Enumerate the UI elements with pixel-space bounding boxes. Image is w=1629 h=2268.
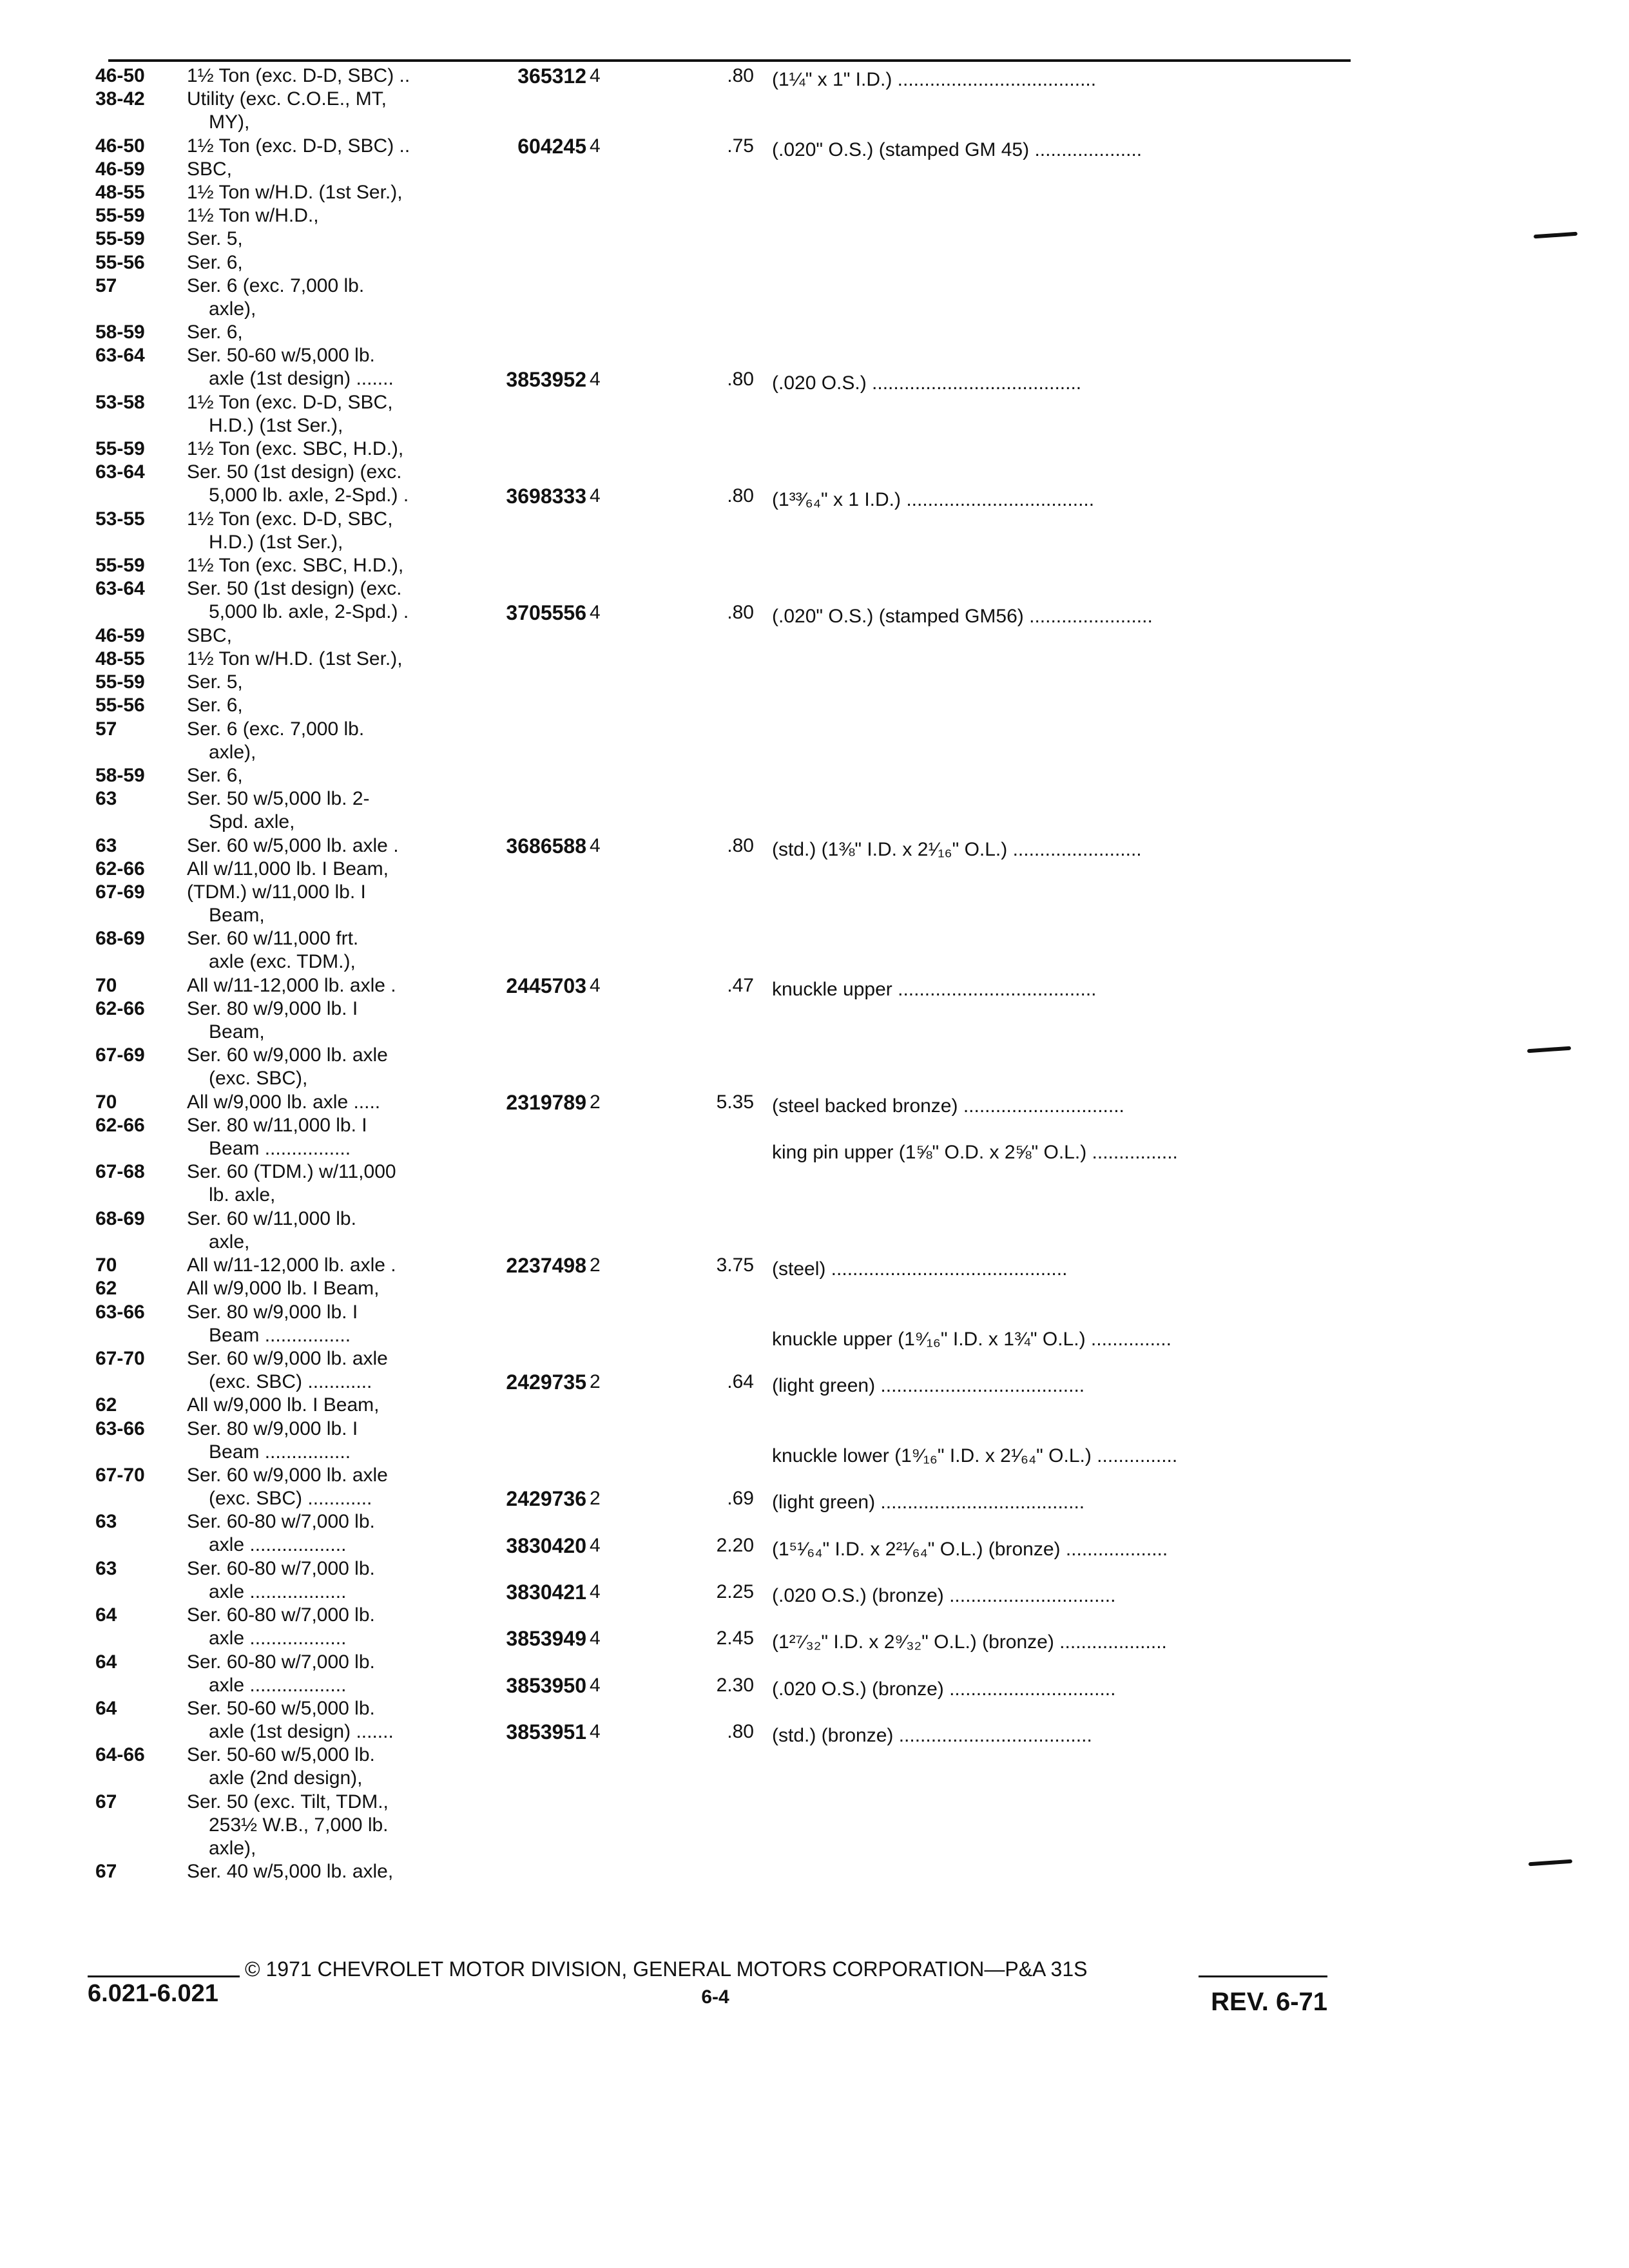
model-years: 46-59 (95, 158, 145, 180)
part-description: (.020 O.S.) (bronze) ............................... (772, 1678, 1116, 1700)
part-number: 3698333 (506, 484, 586, 508)
application-line: Ser. 6 (exc. 7,000 lb. (187, 274, 365, 296)
application-line: Ser. 60-80 w/7,000 lb. (187, 1651, 375, 1673)
model-years: 67-69 (95, 1044, 145, 1066)
application-line: (exc. SBC) ............ (209, 1371, 372, 1392)
application-line: 1½ Ton (exc. D-D, SBC, (187, 391, 393, 413)
application-line: Utility (exc. C.O.E., MT, (187, 88, 387, 110)
application (187, 1301, 458, 1347)
model-years: 70 (95, 974, 117, 996)
application-line: axle), (209, 741, 256, 763)
application-line: Ser. 6, (187, 695, 243, 716)
application-line: axle .................. (209, 1674, 347, 1696)
part-description: (.020" O.S.) (stamped GM56) ....................... (772, 605, 1153, 627)
application-line: Ser. 6, (187, 765, 243, 786)
list-price: .80 (727, 485, 754, 506)
application (187, 718, 458, 764)
application (187, 624, 458, 648)
application (187, 1207, 458, 1254)
application-line: Beam ................ (209, 1441, 351, 1463)
model-years: 55-59 (95, 671, 145, 693)
application (187, 997, 458, 1044)
application (187, 1347, 458, 1394)
model-years: 55-59 (95, 555, 145, 577)
model-years: 63-64 (95, 578, 145, 600)
application (187, 974, 458, 997)
part-number: 3853950 (506, 1673, 586, 1697)
application (187, 158, 458, 181)
application-line: Ser. 60-80 w/7,000 lb. (187, 1604, 375, 1626)
model-years: 63-66 (95, 1301, 145, 1323)
application (187, 554, 458, 577)
model-years: 64 (95, 1698, 117, 1719)
part-number: 3830421 (506, 1580, 586, 1604)
application (187, 1860, 458, 1883)
model-years: 68-69 (95, 928, 145, 950)
application (187, 648, 458, 671)
application-line: 1½ Ton (exc. SBC, H.D.), (187, 555, 404, 577)
model-years: 67 (95, 1861, 117, 1883)
application (187, 1557, 458, 1604)
application (187, 787, 458, 834)
model-years: 63 (95, 788, 117, 810)
application-line: axle, (209, 1231, 250, 1253)
part-description: (std.) (bronze) .................................... (772, 1725, 1092, 1747)
footer-rule (1199, 1975, 1327, 1977)
part-number: 3830420 (506, 1533, 586, 1557)
quantity: 2 (590, 1091, 601, 1113)
application-line: Beam, (209, 905, 265, 926)
application (187, 858, 458, 881)
application-line: axle .................. (209, 1534, 347, 1556)
model-years: 48-55 (95, 648, 145, 669)
part-number: 2445703 (506, 974, 586, 997)
model-years: 67 (95, 1791, 117, 1812)
application-line: axle (exc. TDM.), (209, 951, 356, 973)
part-description: (light green) ...................................... (772, 1375, 1085, 1397)
application-line: (exc. SBC) ............ (209, 1488, 372, 1509)
application-line: Ser. 80 w/9,000 lb. I (187, 1418, 358, 1439)
part-number: 2429735 (506, 1370, 586, 1394)
page-number: 6-4 (701, 1986, 729, 2008)
model-years: 57 (95, 718, 117, 740)
application (187, 391, 458, 437)
model-years: 70 (95, 1254, 117, 1276)
application-line: axle), (209, 298, 256, 320)
model-years: 62-66 (95, 858, 145, 879)
application (187, 181, 458, 204)
application (187, 227, 458, 251)
application (187, 1114, 458, 1160)
application-line: Ser. 80 w/11,000 lb. I (187, 1115, 367, 1136)
quantity: 4 (590, 1581, 601, 1602)
application-line: Ser. 50 (1st design) (exc. (187, 461, 402, 483)
part-heading: king pin upper (1⅝" O.D. x 2⅝" O.L.) ................ (772, 1142, 1178, 1164)
model-years: 62-66 (95, 998, 145, 1019)
application-line: Ser. 50 w/5,000 lb. 2- (187, 788, 370, 810)
section-number: 6.021-6.021 (88, 1980, 218, 2007)
application-line: SBC, (187, 158, 233, 180)
application (187, 1277, 458, 1300)
application-line: Ser. 50 (exc. Tilt, TDM., (187, 1791, 389, 1812)
model-years: 64-66 (95, 1744, 145, 1766)
model-years: 67-70 (95, 1348, 145, 1369)
application-line: H.D.) (1st Ser.), (209, 414, 343, 436)
part-description: (.020 O.S.) ....................................... (772, 372, 1082, 394)
application (187, 1394, 458, 1417)
model-years: 63 (95, 834, 117, 856)
application-line: 1½ Ton (exc. SBC, H.D.), (187, 438, 404, 460)
application-line: (exc. SBC), (209, 1068, 308, 1090)
model-years: 64 (95, 1651, 117, 1673)
application-line: Ser. 60 w/9,000 lb. axle (187, 1348, 388, 1369)
model-years: 63 (95, 1557, 117, 1579)
application (187, 437, 458, 461)
list-price: 5.35 (716, 1091, 754, 1113)
application-line: axle), (209, 1837, 256, 1859)
part-number: 3853952 (506, 367, 586, 391)
application-line: 1½ Ton w/H.D., (187, 205, 319, 227)
application-line: 1½ Ton (exc. D-D, SBC, (187, 508, 393, 530)
application-line: Ser. 6, (187, 251, 243, 273)
application (187, 88, 458, 134)
application-line: Ser. 5, (187, 228, 243, 250)
application (187, 577, 458, 624)
list-price: .69 (727, 1488, 754, 1510)
model-years: 62-66 (95, 1115, 145, 1136)
model-years: 55-59 (95, 205, 145, 227)
model-years: 53-55 (95, 508, 145, 530)
application (187, 251, 458, 274)
application (187, 881, 458, 927)
part-number: 3705556 (506, 601, 586, 624)
model-years: 55-56 (95, 251, 145, 273)
application-line: Ser. 60 w/11,000 lb. (187, 1207, 356, 1229)
model-years: 48-55 (95, 182, 145, 203)
application-line: Ser. 80 w/9,000 lb. I (187, 998, 358, 1019)
part-heading: knuckle lower (1⁹⁄₁₆" I.D. x 2¹⁄₆₄" O.L.) ............... (772, 1445, 1178, 1466)
quantity: 4 (590, 368, 601, 390)
application (187, 1254, 458, 1277)
application-line: All w/11,000 lb. I Beam, (187, 858, 389, 879)
part-number: 2429736 (506, 1487, 586, 1511)
application-line: All w/9,000 lb. I Beam, (187, 1278, 380, 1300)
application-line: All w/9,000 lb. I Beam, (187, 1394, 380, 1416)
part-description: knuckle upper ..................................... (772, 978, 1097, 1000)
model-years: 63-66 (95, 1418, 145, 1439)
application (187, 694, 458, 717)
application-line: H.D.) (1st Ser.), (209, 531, 343, 553)
part-description: (.020 O.S.) (bronze) ............................... (772, 1584, 1116, 1606)
quantity: 2 (590, 1488, 601, 1510)
list-price: 2.45 (716, 1628, 754, 1649)
quantity: 4 (590, 485, 601, 506)
application (187, 671, 458, 694)
copyright-notice: © 1971 CHEVROLET MOTOR DIVISION, GENERAL MOTORS CORPORATION—P&A 31S (245, 1957, 1088, 1981)
application (187, 1651, 458, 1697)
model-years: 46-59 (95, 624, 145, 646)
application (187, 1418, 458, 1464)
application-line: Ser. 60 w/9,000 lb. axle (187, 1465, 388, 1486)
part-number: 2319789 (506, 1090, 586, 1114)
application-line: axle (1st design) ....... (209, 1721, 394, 1742)
quantity: 4 (590, 974, 601, 996)
list-price: 2.25 (716, 1581, 754, 1602)
application-line: SBC, (187, 624, 233, 646)
application-line: axle .................. (209, 1581, 347, 1602)
quantity: 4 (590, 1628, 601, 1649)
application (187, 927, 458, 974)
application-line: Ser. 60-80 w/7,000 lb. (187, 1557, 375, 1579)
quantity: 2 (590, 1254, 601, 1276)
application-line: Ser. 60 w/11,000 frt. (187, 928, 359, 950)
application (187, 834, 458, 858)
part-description: (1¼" x 1" I.D.) ..................................... (772, 69, 1097, 90)
application-line: 5,000 lb. axle, 2-Spd.) . (209, 601, 409, 623)
part-description: (steel backed bronze) .............................. (772, 1095, 1124, 1117)
revision-label: REV. 6-71 (1211, 1988, 1327, 2016)
model-years: 63 (95, 1511, 117, 1533)
model-years: 46-50 (95, 65, 145, 86)
model-years: 57 (95, 274, 117, 296)
application-line: All w/9,000 lb. axle ..... (187, 1091, 381, 1113)
application-line: Spd. axle, (209, 811, 295, 833)
part-number: 3686588 (506, 834, 586, 858)
model-years: 67-70 (95, 1465, 145, 1486)
footer-rule (88, 1975, 240, 1977)
part-description: (.020" O.S.) (stamped GM 45) .................... (772, 139, 1142, 160)
application (187, 274, 458, 321)
application-line: axle (1st design) ....... (209, 368, 394, 390)
application-line: Ser. 60 w/5,000 lb. axle . (187, 834, 399, 856)
quantity: 4 (590, 135, 601, 157)
model-years: 70 (95, 1091, 117, 1113)
application (187, 1160, 458, 1207)
application (187, 1744, 458, 1790)
model-years: 67-68 (95, 1161, 145, 1183)
model-years: 63-64 (95, 461, 145, 483)
application-line: 5,000 lb. axle, 2-Spd.) . (209, 485, 409, 506)
application (187, 64, 458, 88)
quantity: 2 (590, 1371, 601, 1393)
application (187, 461, 458, 507)
list-price: .80 (727, 65, 754, 86)
list-price: .80 (727, 368, 754, 390)
application-line: All w/11-12,000 lb. axle . (187, 974, 396, 996)
model-years: 62 (95, 1394, 117, 1416)
part-description: (1³³⁄₆₄" x 1 I.D.) ................................... (772, 488, 1095, 510)
application-line: 1½ Ton w/H.D. (1st Ser.), (187, 182, 403, 203)
application-line: Ser. 40 w/5,000 lb. axle, (187, 1861, 394, 1883)
list-price: .80 (727, 834, 754, 856)
part-number: 604245 (517, 134, 586, 158)
part-number: 3853951 (506, 1720, 586, 1744)
list-price: 2.30 (716, 1674, 754, 1696)
part-description: (light green) ...................................... (772, 1492, 1085, 1514)
quantity: 4 (590, 834, 601, 856)
application-line: 1½ Ton (exc. D-D, SBC) .. (187, 135, 410, 157)
application (187, 1604, 458, 1650)
part-number: 2237498 (506, 1254, 586, 1278)
list-price: .47 (727, 974, 754, 996)
model-years: 58-59 (95, 322, 145, 343)
model-years: 58-59 (95, 765, 145, 786)
application (187, 764, 458, 787)
application (187, 344, 458, 390)
application-line: Ser. 50 (1st design) (exc. (187, 578, 402, 600)
model-years: 68-69 (95, 1207, 145, 1229)
quantity: 4 (590, 65, 601, 86)
application-line: Ser. 5, (187, 671, 243, 693)
part-number: 365312 (517, 64, 586, 88)
application-line: Ser. 60 (TDM.) w/11,000 (187, 1161, 396, 1183)
application-line: Ser. 60-80 w/7,000 lb. (187, 1511, 375, 1533)
model-years: 38-42 (95, 88, 145, 110)
part-heading: knuckle upper (1⁹⁄₁₆" I.D. x 1¾" O.L.) ............... (772, 1328, 1171, 1350)
model-years: 55-59 (95, 438, 145, 460)
model-years: 46-50 (95, 135, 145, 157)
application (187, 1510, 458, 1557)
model-years: 62 (95, 1278, 117, 1300)
quantity: 4 (590, 601, 601, 623)
application-line: lb. axle, (209, 1184, 276, 1206)
quantity: 4 (590, 1534, 601, 1556)
list-price: 3.75 (716, 1254, 754, 1276)
model-years: 53-58 (95, 391, 145, 413)
part-description: (1²⁷⁄₃₂" I.D. x 2⁹⁄₃₂" O.L.) (bronze) .................... (772, 1631, 1167, 1653)
application (187, 1697, 458, 1744)
application-line: Ser. 60 w/9,000 lb. axle (187, 1044, 388, 1066)
list-price: .80 (727, 1721, 754, 1743)
application-line: Beam ................ (209, 1138, 351, 1159)
application-line: Ser. 6 (exc. 7,000 lb. (187, 718, 365, 740)
application-line: Ser. 50-60 w/5,000 lb. (187, 1698, 375, 1719)
application (187, 1044, 458, 1090)
part-number: 3853949 (506, 1627, 586, 1651)
model-years: 67-69 (95, 881, 145, 903)
application-line: 253½ W.B., 7,000 lb. (209, 1814, 389, 1836)
part-description: (steel) ............................................ (772, 1258, 1068, 1280)
application-line: All w/11-12,000 lb. axle . (187, 1254, 396, 1276)
application-line: Ser. 50-60 w/5,000 lb. (187, 345, 375, 367)
list-price: 2.20 (716, 1534, 754, 1556)
application-line: Ser. 50-60 w/5,000 lb. (187, 1744, 375, 1766)
model-years: 55-59 (95, 228, 145, 250)
application-line: Ser. 80 w/9,000 lb. I (187, 1301, 358, 1323)
part-description: (std.) (1⅜" I.D. x 2¹⁄₁₆" O.L.) ........................ (772, 838, 1142, 860)
application (187, 508, 458, 554)
application-line: axle .................. (209, 1628, 347, 1649)
application-line: MY), (209, 111, 250, 133)
quantity: 4 (590, 1674, 601, 1696)
list-price: .80 (727, 601, 754, 623)
application (187, 1464, 458, 1510)
application-line: Beam ................ (209, 1324, 351, 1346)
model-years: 63-64 (95, 345, 145, 367)
application-line: 1½ Ton w/H.D. (1st Ser.), (187, 648, 403, 669)
model-years: 64 (95, 1604, 117, 1626)
application (187, 204, 458, 227)
part-description: (1⁵¹⁄₆₄" I.D. x 2²¹⁄₆₄" O.L.) (bronze) ................... (772, 1538, 1168, 1560)
model-years: 55-56 (95, 695, 145, 716)
list-price: .75 (727, 135, 754, 157)
application-line: 1½ Ton (exc. D-D, SBC) .. (187, 65, 410, 86)
application-line: axle (2nd design), (209, 1767, 363, 1789)
application (187, 1091, 458, 1114)
application (187, 321, 458, 344)
application (187, 1791, 458, 1860)
quantity: 4 (590, 1721, 601, 1743)
application-line: Beam, (209, 1021, 265, 1043)
application (187, 135, 458, 158)
application-line: (TDM.) w/11,000 lb. I (187, 881, 366, 903)
list-price: .64 (727, 1371, 754, 1393)
application-line: Ser. 6, (187, 322, 243, 343)
